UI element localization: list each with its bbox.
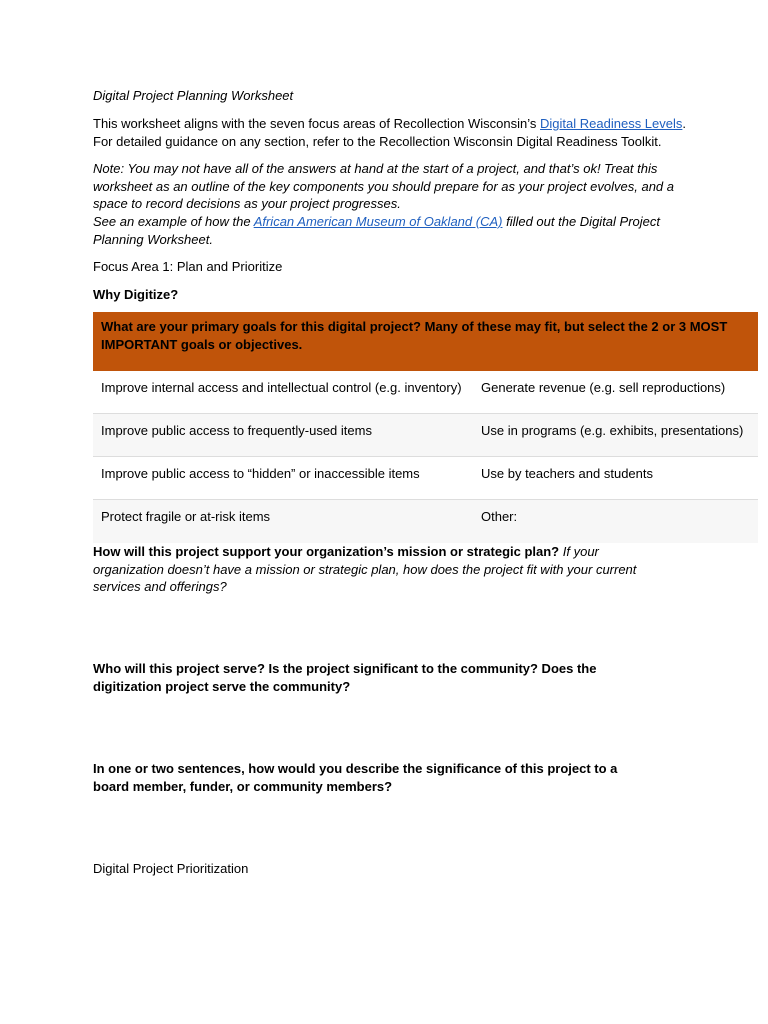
goals-table-header: What are your primary goals for this digital project? Many of these may fit, but select the 2 or 3 MOST IMPORTANT goals or objectives. (93, 312, 758, 371)
mission-question (93, 543, 658, 596)
table-row (93, 500, 758, 543)
note-paragraph: Note: You may not have all of the answers at hand at the start of a project, and that’s ok! Treat this worksheet as an outline of the key components you should prepare for as your project evolves, and a space to record decisions as your project progresses. (93, 161, 675, 211)
goal-option[interactable]: Use by teachers and students (481, 466, 653, 481)
aamo-example-link[interactable]: African American Museum of Oakland (CA) (253, 214, 503, 229)
goal-option-other[interactable]: Other: (481, 509, 518, 524)
focus-area-heading: Focus Area 1: Plan and Prioritize (93, 259, 283, 274)
serve-question: Who will this project serve? Is the project significant to the community? Does the digitization project serve the community? (93, 661, 597, 694)
goal-option[interactable]: Improve internal access and intellectual control (e.g. inventory) (101, 380, 462, 395)
goal-option[interactable]: Use in programs (e.g. exhibits, presentations) (481, 423, 744, 438)
goal-option[interactable]: Improve public access to frequently-used items (101, 423, 372, 438)
intro-period: . (682, 116, 687, 131)
goals-table (93, 312, 758, 543)
example-text-end: filled out the Digital Project Planning Worksheet. (93, 214, 660, 247)
table-row (93, 414, 758, 457)
example-paragraph (93, 213, 668, 248)
document-title: Digital Project Planning Worksheet (93, 88, 294, 103)
intro-line2: For detailed guidance on any section, refer to the Recollection Wisconsin Digital Readiness Toolkit. (93, 133, 662, 149)
table-row (93, 457, 758, 500)
goal-option[interactable]: Improve public access to “hidden” or inaccessible items (101, 466, 420, 481)
example-text: See an example of how the (93, 214, 254, 229)
intro-paragraph (93, 115, 693, 150)
goal-option[interactable]: Protect fragile or at-risk items (101, 509, 271, 524)
prioritization-heading: Digital Project Prioritization (93, 861, 249, 876)
why-digitize-heading: Why Digitize? (93, 287, 179, 302)
mission-question-italic: If your organization doesn’t have a mission or strategic plan, how does the project fit with your current services and offerings? (93, 544, 637, 594)
significance-question: In one or two sentences, how would you describe the significance of this project to a board member, funder, or community members? (93, 761, 618, 794)
mission-question-bold: How will this project support your organization’s mission or strategic plan? (93, 544, 560, 559)
intro-text: This worksheet aligns with the seven focus areas of Recollection Wisconsin’s (93, 116, 541, 131)
table-row (93, 371, 758, 414)
goal-option[interactable]: Generate revenue (e.g. sell reproductions) (481, 380, 726, 395)
digital-readiness-levels-link[interactable]: Digital Readiness Levels (540, 116, 683, 131)
